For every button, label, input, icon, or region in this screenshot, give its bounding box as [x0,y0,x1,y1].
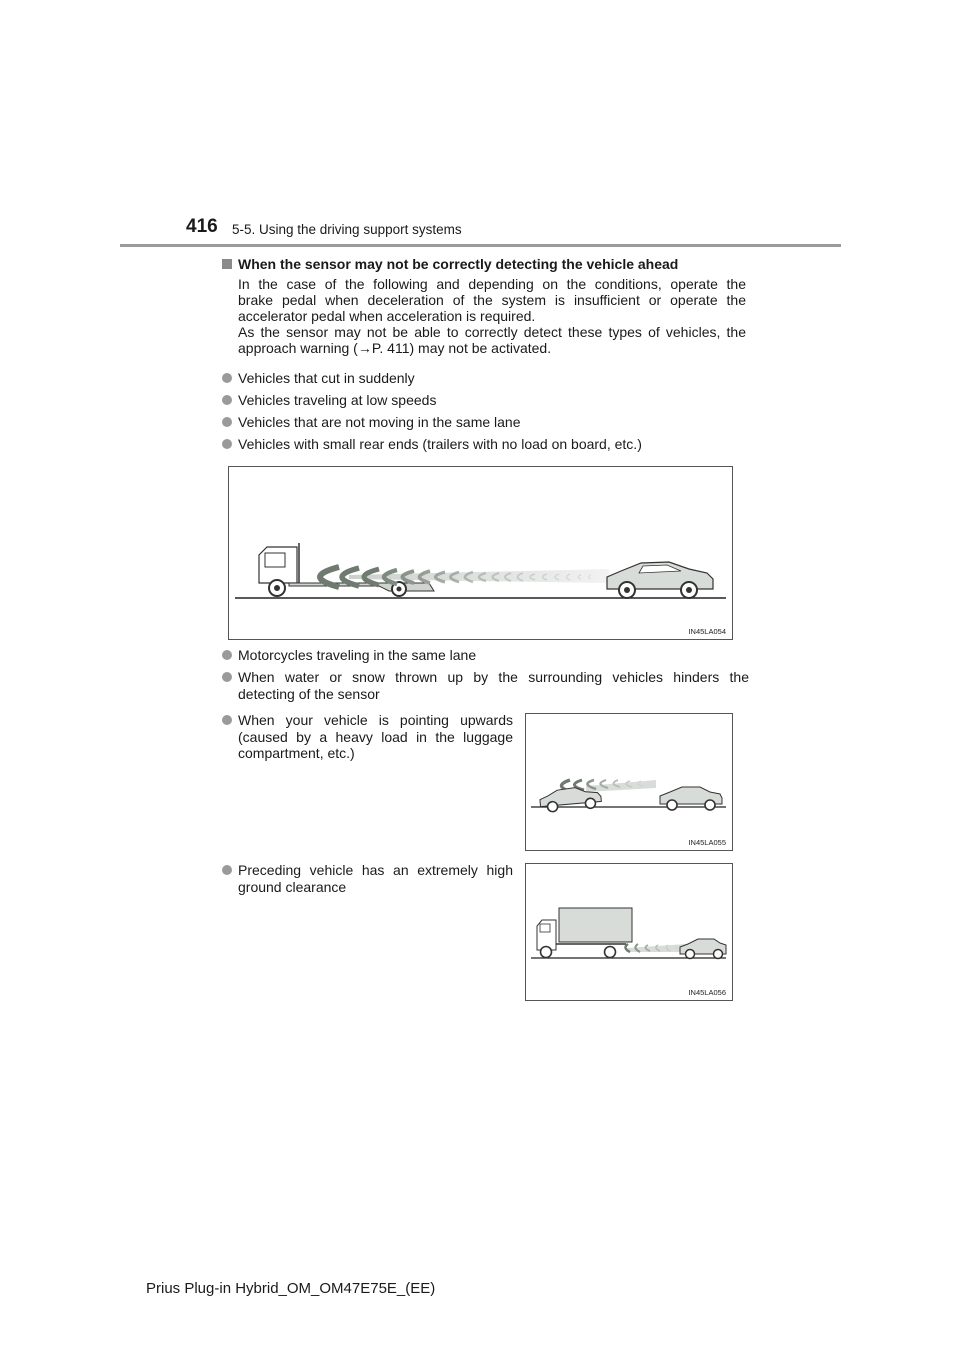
heading-text: When the sensor may not be correctly detecting the vehicle ahead [238,256,679,272]
square-bullet-icon [222,259,232,269]
figure-code: IN45LA056 [688,988,726,997]
pointing-up-scene-illustration [526,714,732,850]
bullet-item [222,712,513,762]
figure-code: IN45LA054 [688,627,726,636]
intro-paragraph [238,276,746,356]
bullet-dot-icon [222,373,232,383]
paragraph-line: In the case of the following and depending on the conditions, operate the [238,276,746,292]
paragraph-line: accelerator pedal when acceleration is required. [238,308,536,324]
figure-pointing-up-illustration [525,713,733,851]
section-title: 5-5. Using the driving support systems [232,222,462,237]
bullet-text: Motorcycles traveling in the same lane [238,647,477,663]
bullet-text [238,712,513,762]
bullet-text: Vehicles with small rear ends (trailers with no load on board, etc.) [238,436,642,452]
header-rule [120,244,841,247]
bullet-text: Vehicles that are not moving in the same lane [238,414,521,430]
bullet-line: compartment, etc.) [238,745,355,761]
bullet-dot-icon [222,395,232,405]
paragraph-line: brake pedal when deceleration of the system is insufficient or operate the [238,292,746,308]
bullet-item [222,647,476,664]
bullet-text [238,669,749,702]
bullet-item [222,392,436,409]
bullet-dot-icon [222,865,232,875]
bullet-dot-icon [222,650,232,660]
bullet-item [222,669,749,702]
bullet-dot-icon [222,439,232,449]
bullet-line: ground clearance [238,878,347,895]
bullet-text: Vehicles traveling at low speeds [238,392,437,408]
figure-trailer-illustration [228,466,733,640]
figure-code: IN45LA055 [688,838,726,847]
bullet-dot-icon [222,715,232,725]
bullet-item [222,436,642,453]
bullet-line: Preceding vehicle has an extremely high [238,862,513,878]
bullet-line: When your vehicle is pointing upwards [238,712,513,728]
bullet-item [222,370,415,387]
paragraph-line: approach warning (→P. 411) may not be activated. [238,340,552,356]
bullet-item [222,414,521,431]
bullet-dot-icon [222,672,232,682]
paragraph-line: As the sensor may not be able to correctly detect these types of vehicles, the [238,324,746,340]
page-number: 416 [186,216,218,237]
document-id: Prius Plug-in Hybrid_OM_OM47E75E_(EE) [146,1280,436,1297]
bullet-text [238,862,513,895]
bullet-line: When water or snow thrown up by the surrounding vehicles hinders the [238,669,749,685]
bullet-dot-icon [222,417,232,427]
bullet-item [222,862,513,895]
bullet-line: detecting of the sensor [238,685,380,702]
section-heading [222,256,678,272]
trailer-scene-illustration [229,467,732,639]
high-clearance-scene-illustration [526,864,732,1000]
bullet-line: (caused by a heavy load in the luggage [238,728,513,745]
bullet-text: Vehicles that cut in suddenly [238,370,415,386]
figure-high-clearance-illustration [525,863,733,1001]
